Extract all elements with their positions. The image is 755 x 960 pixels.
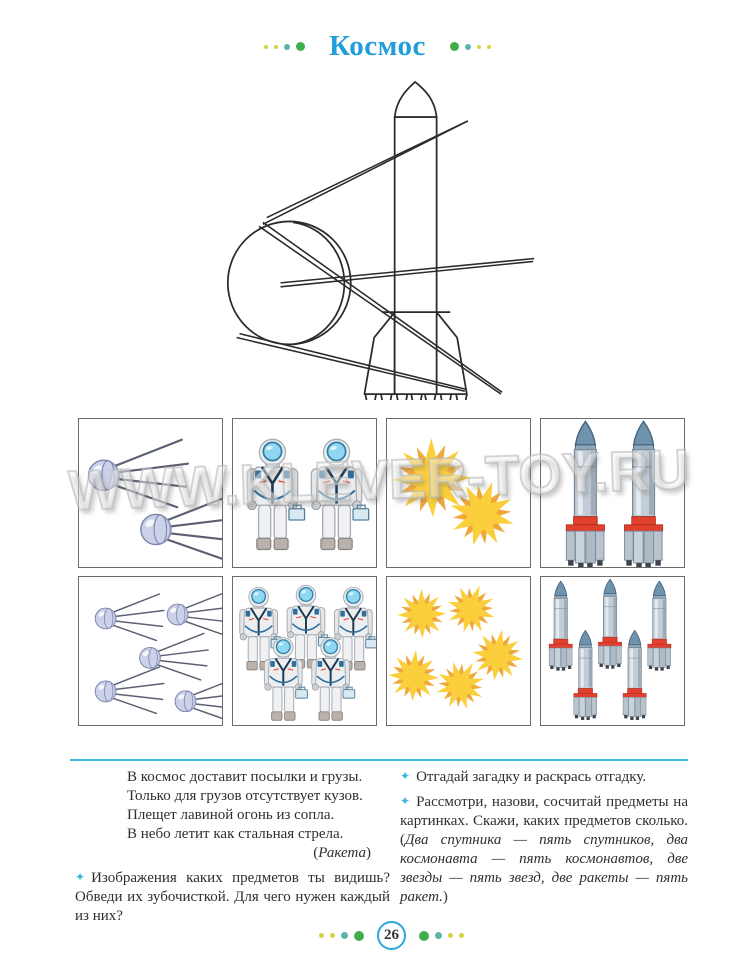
bullet-diamond-icon: ✦: [400, 794, 411, 808]
left-column: [75, 768, 390, 926]
footer: [14, 921, 755, 950]
riddle-line: Плещет лавиной огонь из сопла.: [127, 807, 335, 823]
stars-image: [387, 577, 530, 725]
riddle-line: В небо летит как стальная стрела.: [127, 826, 344, 842]
cell-five-sputniks: [78, 576, 223, 726]
riddle-line: В космос доставит посылки и грузы.: [127, 769, 363, 785]
dot-icon: [296, 42, 305, 51]
section-divider: [70, 759, 688, 761]
riddle-answer: [127, 844, 379, 863]
dot-icon: [487, 45, 491, 49]
page-number: 26: [384, 927, 399, 943]
right-column: [400, 768, 688, 926]
answer-paren-close: ): [366, 845, 371, 861]
dot-icon: [264, 45, 268, 49]
task-text: Изображения каких предметов ты видишь? Обведи их зубочисткой. Для чего нужен каждый из них?: [75, 870, 390, 924]
dot-icon: [419, 931, 429, 941]
dot-icon: [354, 931, 364, 941]
task-paragraph: [75, 869, 390, 926]
task-text: ): [442, 889, 448, 905]
task-paragraph: [400, 793, 688, 907]
riddle: [127, 768, 379, 863]
page-number-badge: [377, 921, 406, 950]
dot-icon: [330, 933, 335, 938]
dot-icon: [450, 42, 459, 51]
task-text: Рассмотри, назови, сосчитай предметы на картинках. Скажи, каких предметов сколько. (: [400, 794, 688, 848]
dot-icon: [465, 44, 471, 50]
answer-paren-open: (: [313, 845, 319, 861]
dot-icon: [477, 45, 481, 49]
answer-word: Ракета: [318, 845, 366, 861]
task-text-italic: Два спутника — пять спутников, два космонавта — пять космонавтов, две звезды — пять звезд, две ракеты — пять ракет.: [400, 832, 688, 905]
task-text: Отгадай загадку и раскрась отгадку.: [416, 769, 647, 785]
cell-five-rockets: [540, 576, 685, 726]
watermark-text: WWW.KLEVER-TOY.RU: [67, 437, 691, 522]
bullet-diamond-icon: ✦: [75, 870, 86, 884]
dot-icon: [459, 933, 464, 938]
bullet-diamond-icon: ✦: [400, 769, 411, 783]
dot-icon: [435, 932, 442, 939]
ornament-dots-right: [419, 931, 464, 941]
cosmonauts-image: [233, 577, 376, 725]
task-paragraph: [400, 768, 688, 787]
sputniks-image: [79, 577, 222, 725]
task-text-area: [75, 768, 688, 926]
dot-icon: [284, 44, 290, 50]
coloring-outline-sputnik-rocket: [218, 78, 544, 400]
dot-icon: [448, 933, 453, 938]
ornament-dots-left: [264, 42, 305, 51]
header: [0, 30, 755, 63]
page-title: Космос: [329, 30, 426, 62]
riddle-line: Только для грузов отсутствует кузов.: [127, 788, 363, 804]
dot-icon: [274, 45, 278, 49]
cell-five-cosmonauts: [232, 576, 377, 726]
cell-five-stars: [386, 576, 531, 726]
ornament-dots-right: [450, 42, 491, 51]
rockets-image: [541, 577, 684, 725]
dot-icon: [319, 933, 324, 938]
dot-icon: [341, 932, 348, 939]
ornament-dots-left: [319, 931, 364, 941]
